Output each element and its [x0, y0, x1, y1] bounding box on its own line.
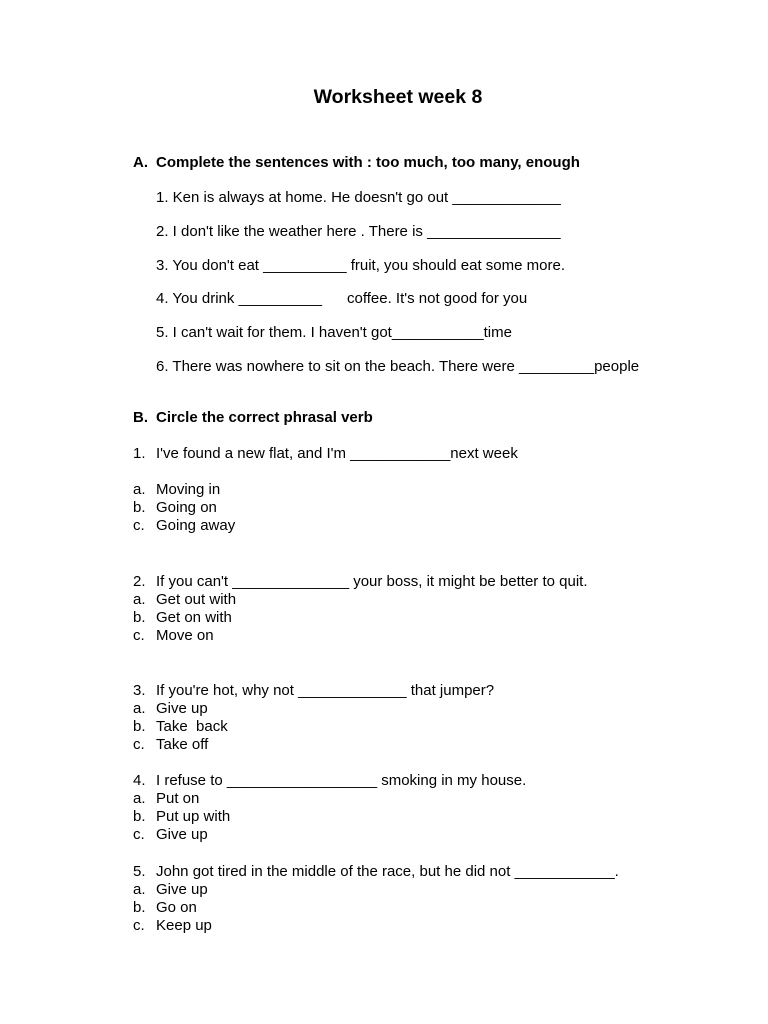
question-4-option-b-letter: b.	[133, 808, 146, 825]
question-1-option-a-letter: a.	[133, 481, 146, 498]
question-5-option-a[interactable]: Give up	[156, 881, 208, 898]
section-a-item-4: 4. You drink __________ coffee. It's not good for you	[156, 290, 528, 307]
question-5-option-b-letter: b.	[133, 899, 146, 916]
question-3-option-a[interactable]: Give up	[156, 700, 208, 717]
question-1-text: I've found a new flat, and I'm ____________next week	[156, 445, 518, 462]
question-2-number: 2.	[133, 573, 146, 590]
question-2-option-c-letter: c.	[133, 627, 145, 644]
question-3-option-c[interactable]: Take off	[156, 736, 209, 753]
question-4-option-a-letter: a.	[133, 790, 146, 807]
question-5-option-c-letter: c.	[133, 917, 145, 934]
section-a-item-3: 3. You don't eat __________ fruit, you should eat some more.	[156, 257, 565, 274]
question-2-option-b[interactable]: Get on with	[156, 609, 232, 626]
section-a-item-5: 5. I can't wait for them. I haven't got___________time	[156, 324, 512, 341]
section-a-letter: A.	[133, 154, 148, 171]
question-2-text: If you can't ______________ your boss, it might be better to quit.	[156, 573, 588, 590]
question-3-option-c-letter: c.	[133, 736, 145, 753]
question-5-option-b[interactable]: Go on	[156, 899, 197, 916]
question-2-option-c[interactable]: Move on	[156, 627, 214, 644]
question-5-option-a-letter: a.	[133, 881, 146, 898]
section-a-heading: Complete the sentences with : too much, too many, enough	[156, 154, 580, 171]
question-1-option-b[interactable]: Going on	[156, 499, 217, 516]
section-a-item-6: 6. There was nowhere to sit on the beach. There were _________people	[156, 358, 640, 375]
question-3-option-a-letter: a.	[133, 700, 146, 717]
question-1-option-b-letter: b.	[133, 499, 146, 516]
question-3-text: If you're hot, why not _____________ that jumper?	[156, 682, 495, 699]
question-1-number: 1.	[133, 445, 146, 462]
question-4-option-a[interactable]: Put on	[156, 790, 200, 807]
question-4-option-b[interactable]: Put up with	[156, 808, 231, 825]
section-b-heading: Circle the correct phrasal verb	[156, 409, 373, 426]
question-5-number: 5.	[133, 863, 146, 880]
question-2-option-a[interactable]: Get out with	[156, 591, 237, 608]
question-1-option-c[interactable]: Going away	[156, 517, 236, 534]
question-2-option-b-letter: b.	[133, 609, 146, 626]
question-4-text: I refuse to __________________ smoking in my house.	[156, 772, 527, 789]
question-2-option-a-letter: a.	[133, 591, 146, 608]
question-3-number: 3.	[133, 682, 146, 699]
question-4-option-c-letter: c.	[133, 826, 145, 843]
section-a-item-2: 2. I don't like the weather here . There is ________________	[156, 223, 561, 240]
question-1-option-a[interactable]: Moving in	[156, 481, 221, 498]
section-a-item-1: 1. Ken is always at home. He doesn't go out _____________	[156, 189, 561, 206]
section-b-letter: B.	[133, 409, 148, 426]
question-3-option-b-letter: b.	[133, 718, 146, 735]
question-5-text: John got tired in the middle of the race, but he did not ____________.	[156, 863, 619, 880]
question-4-option-c[interactable]: Give up	[156, 826, 208, 843]
question-5-option-c[interactable]: Keep up	[156, 917, 212, 934]
question-3-option-b[interactable]: Take back	[156, 718, 228, 735]
question-4-number: 4.	[133, 772, 146, 789]
page-title: Worksheet week 8	[313, 86, 483, 108]
question-1-option-c-letter: c.	[133, 517, 145, 534]
